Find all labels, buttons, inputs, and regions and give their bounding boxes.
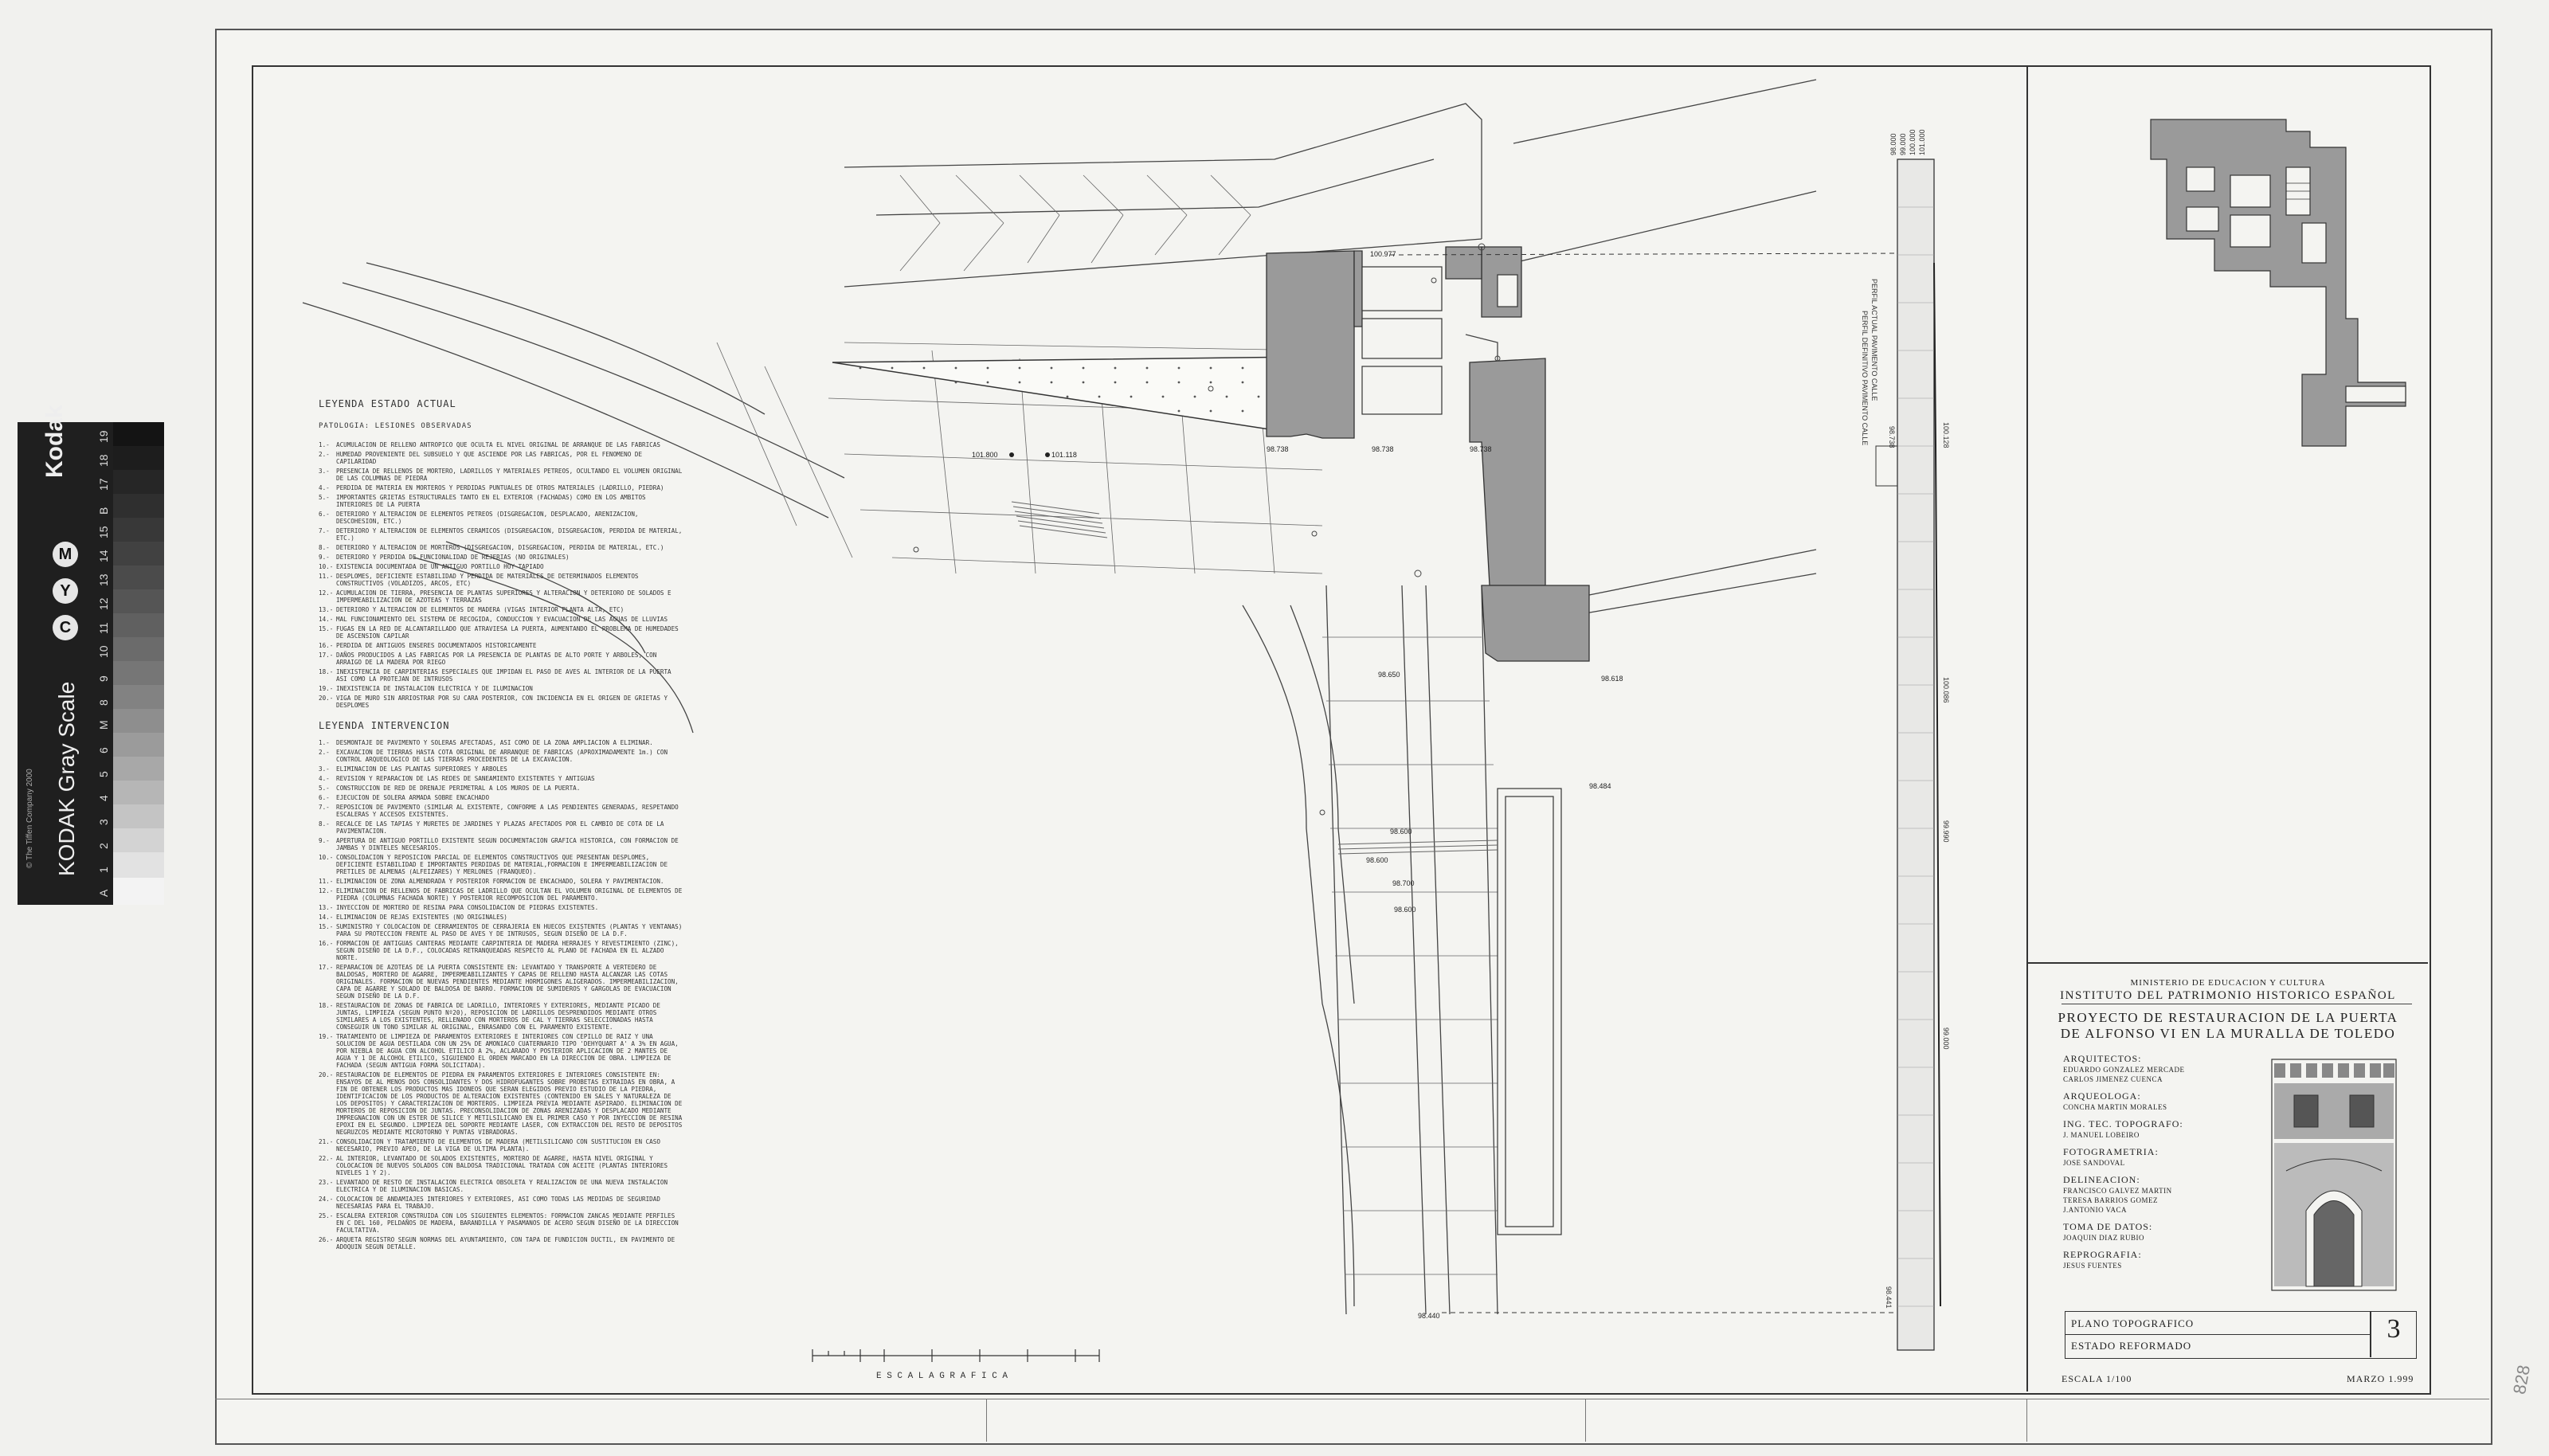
credit-role: DELINEACION: (2063, 1174, 2140, 1185)
profile-title-2: PERFIL DEFINITIVO PAVIMENTO CALLE (1861, 311, 1869, 446)
legend-item-number: 2.- (319, 749, 330, 756)
legend-item-number: 7.- (319, 804, 330, 811)
legend-item-text: ACUMULACION DE RELLENO ANTROPICO QUE OCULTA EL NIVEL ORIGINAL DE ARRANQUE DE LAS FABRICAS (336, 441, 660, 448)
elevation-label: 100.977 (1370, 250, 1396, 258)
legend-item-text: DAÑOS PRODUCIDOS A LAS FABRICAS POR LA PRESENCIA DE PLANTAS DE ALTO PORTE Y ARBOLES, CON ARRAIGO DE LA MADERA POR RIEGO (336, 652, 657, 666)
legend-item-text: CONSOLIDACION Y TRATAMIENTO DE ELEMENTOS DE MADERA (METILSILICANO CON SUSTITUCION EN CASO NECESARIO, PREVIO APEO, DE LA VIGA DE ULTIMA PLANTA). (336, 1138, 660, 1153)
legend-item-text: APERTURA DE ANTIGUO PORTILLO EXISTENTE SEGUN DOCUMENTACION GRAFICA HISTORICA, CON FORMACION DE JAMBAS Y DINTELES NECESARIOS. (336, 837, 679, 851)
legend-item-text: ARQUETA REGISTRO SEGUN NORMAS DEL AYUNTAMIENTO, CON TAPA DE FUNDICION DUCTIL, EN PAVIMENTO DE ADOQUIN SEGUN DETALLE. (336, 1236, 675, 1251)
gray-scale-step-number: 8 (97, 699, 110, 706)
legend-item-text: DESPLOMES, DEFICIENTE ESTABILIDAD Y PERDIDA DE MATERIALES DE DETERMINADOS ELEMENTOS CONSTRUCTIVOS (VOLADIZOS, ARCOS, ETC) (336, 573, 639, 587)
gray-scale-step-number: 14 (97, 550, 110, 562)
gray-scale-step-number: 18 (97, 454, 110, 467)
credit-entry (2063, 1249, 2262, 1270)
legend-title-intervention: LEYENDA INTERVENCION (319, 720, 450, 731)
patch-label-c: C (53, 615, 78, 640)
gray-scale-step-number: 6 (97, 747, 110, 753)
legend-item-text: INYECCION DE MORTERO DE RESINA PARA CONSOLIDACION DE PIEDRAS EXISTENTES. (336, 904, 599, 911)
street-edge (414, 558, 693, 733)
legend-item-number: 11.- (319, 573, 334, 580)
credit-entry (2063, 1174, 2262, 1215)
legend-item-text: MAL FUNCIONAMIENTO DEL SISTEMA DE RECOGIDA, CONDUCCION Y EVACUACION DE LAS AGUAS DE LLUVIAS (336, 616, 668, 623)
legend-item-text: IMPORTANTES GRIETAS ESTRUCTURALES TANTO EN EL EXTERIOR (FACHADAS) COMO EN LOS AMBITOS INTERIORES DE LA PUERTA (336, 494, 646, 508)
profile-mark: 100.086 (1942, 677, 1950, 703)
elevation-label: 98.484 (1589, 782, 1611, 790)
legend-subtitle: PATOLOGIA: LESIONES OBSERVADAS (319, 422, 472, 430)
profile-value: 101.000 (1918, 129, 1926, 155)
street-edge (1577, 550, 1816, 597)
profile-marker (1876, 446, 1897, 486)
plan-title-1: PLANO TOPOGRAFICO (2071, 1317, 2195, 1329)
legend-item-number: 2.- (319, 451, 330, 458)
elevation-label: 98.600 (1390, 828, 1412, 836)
legend-item-number: 16.- (319, 940, 334, 947)
legend-item-text: INEXISTENCIA DE CARPINTERIAS ESPECIALES QUE IMPIDAN EL PASO DE AVES AL INTERIOR DE LA PUERTA ASI COMO LA PROTEJAN DE INTRUSOS (336, 668, 672, 683)
gray-scale-step-number: 9 (97, 675, 110, 682)
credit-name: JESUS FUENTES (2063, 1262, 2122, 1270)
credit-name: J. MANUEL LOBEIRO (2063, 1131, 2140, 1139)
elevation-label: 98.600 (1366, 856, 1388, 864)
legend-item-text: PERDIDA DE MATERIA EN MORTEROS Y PERDIDAS PUNTUALES DE OTROS MATERIALES (LADRILLO, PIEDRA) (336, 484, 664, 491)
profile-value: 100.000 (1909, 129, 1917, 155)
elevation-label: 101.800 (972, 451, 998, 459)
legend-item-number: 8.- (319, 820, 330, 828)
elevation-label: 98.700 (1392, 879, 1415, 887)
street-edge (303, 303, 828, 518)
plan-title-2: ESTADO REFORMADO (2071, 1340, 2192, 1352)
legend-item-number: 23.- (319, 1179, 334, 1186)
plan-title-rule (2065, 1334, 2370, 1335)
gray-scale-step-number: B (97, 507, 110, 515)
credit-role: ARQUITECTOS: (2063, 1053, 2142, 1064)
legend-item-number: 11.- (319, 878, 334, 885)
elevation-label: 98.440 (1418, 1312, 1440, 1320)
legend-item-number: 6.- (319, 511, 330, 518)
scale-label: E S C A L A G R A F I C A (876, 1372, 1008, 1381)
legend-item-text: DETERIORO Y ALTERACION DE ELEMENTOS DE MADERA (VIGAS INTERIOR PLANTA ALTA, ETC) (336, 606, 625, 613)
legend-item-number: 17.- (319, 964, 334, 971)
street-edge (876, 159, 1434, 215)
street-edge (1426, 585, 1450, 1314)
street-edge (1585, 573, 1816, 613)
legend-item-number: 26.- (319, 1236, 334, 1243)
legend-item-text: TRATAMIENTO DE LIMPIEZA DE PARAMENTOS EXTERIORES E INTERIORES CON CEPILLO DE RAIZ Y UNA SOLUCION DE AGUA DESTILADA CON UN 25% DE AMONIACO CUATERNARIO TIPO 'DEHYQUART A' A 3% EN AGUA, POR NIEBLA DE AGUA CON ALCOHOL ETILICO A 2%, ACLARADO Y POSTERIOR APLICACION DE 2 MANTES DE AGUA Y 1 DE ALCOHOL ETILICO, SIGUIENDO EL ORDEN MARCADO EN LA DIRECCION DE OBRA. LIMPIEZA DE FACHADA (SEGUN ANTIGUA FORMA SOLICITADA). (336, 1033, 679, 1069)
gray-scale-step-number: 2 (97, 843, 110, 849)
gray-scale-copyright: © The Tiffen Company 2000 (25, 769, 34, 868)
legend-item-number: 18.- (319, 668, 334, 675)
key-plan (2151, 119, 2406, 446)
legend-item-number: 20.- (319, 1071, 334, 1078)
legend-item-number: 1.- (319, 441, 330, 448)
credit-role: ING. TEC. TOPOGRAFO: (2063, 1118, 2183, 1129)
legend-item-number: 12.- (319, 887, 334, 894)
street-edge (1402, 585, 1426, 1314)
legend-item-number: 13.- (319, 606, 334, 613)
street-edge (343, 283, 844, 478)
project-title-line2: DE ALFONSO VI EN LA MURALLA DE TOLEDO (2060, 1026, 2396, 1041)
legend-item-number: 17.- (319, 652, 334, 659)
legend-item-number: 10.- (319, 563, 334, 570)
gray-scale-title: KODAK Gray Scale (54, 681, 79, 876)
legend-item-text: REVISION Y REPARACION DE LAS REDES DE SANEAMIENTO EXISTENTES Y ANTIGUAS (336, 775, 595, 782)
gray-scale-step-number: 4 (97, 795, 110, 801)
elevation-label: 98.600 (1394, 906, 1416, 914)
legend-item-text: DESMONTAJE DE PAVIMENTO Y SOLERAS AFECTADAS, ASI COMO DE LA ZONA AMPLIACION A ELIMINAR. (336, 739, 653, 746)
legend-item-number: 9.- (319, 837, 330, 844)
elevation-label: 98.650 (1378, 671, 1400, 679)
legend-item-number: 4.- (319, 775, 330, 782)
legend-item-number: 18.- (319, 1002, 334, 1009)
legend-item-text: ELIMINACION DE REJAS EXISTENTES (NO ORIGINALES) (336, 914, 507, 921)
profile-strip (1897, 159, 1934, 1350)
legend-item-text: RESTAURACION DE ZONAS DE FABRICA DE LADRILLO, INTERIORES Y EXTERIORES, MEDIANTE PICADO DE JUNTAS, LIMPIEZA (SEGUN PUNTO Nº20), REPOSICION DE LADRILLOS DESPRENDIDOS MEDIANTE OTROS SIMILARES A LOS EXISTENTES, RELLENADO CON MORTEROS DE CAL Y TIERRAS SELECCIONADAS HASTA CONSEGUIR UN TONO SIMILAR AL ORIGINAL, ENRASANDO CON EL PARAMENTO EXISTENTE. (336, 1002, 660, 1031)
credit-role: TOMA DE DATOS: (2063, 1221, 2153, 1232)
legend-item-number: 25.- (319, 1212, 334, 1219)
stairs (1012, 502, 1498, 854)
credit-role: REPROGRAFIA: (2063, 1249, 2142, 1260)
gray-scale-step-number: 10 (97, 645, 110, 658)
gray-scale-step-number: 5 (97, 771, 110, 777)
legend-item-text: DETERIORO Y ALTERACION DE MORTEROS (DISGREGACION, DISGREGACION, PERDIDA DE MATERIAL, ETC.) (336, 544, 664, 551)
scale-text: ESCALA 1/100 (2062, 1373, 2132, 1384)
legend-item-text: EXISTENCIA DOCUMENTADA DE UN ANTIGUO PORTILLO HOY TAPIADO (336, 563, 544, 570)
elevation-label: 98.618 (1601, 675, 1623, 683)
elevation-label: 98.738 (1372, 445, 1394, 453)
gray-scale-step-number: M (97, 720, 110, 730)
profile-mark: 98.738 (1888, 426, 1896, 448)
elevation-marker (1045, 452, 1050, 457)
legend-item-text: SUMINISTRO Y COLOCACION DE CERRAMIENTOS DE CERRAJERIA EN HUECOS EXISTENTES (PLANTAS Y VENTANAS) PARA SU PROTECCION FRENTE AL PASO DE AVES Y DE INTRUSOS, SEGUN DISEÑO DE LA D.F. (336, 923, 683, 937)
gray-scale-step-number: 17 (97, 478, 110, 491)
legend-item-text: ELIMINACION DE LAS PLANTAS SUPERIORES Y ARBOLES (336, 765, 507, 773)
legend-item-text: REPARACION DE AZOTEAS DE LA PUERTA CONSISTENTE EN: LEVANTADO Y TRANSPORTE A VERTEDERO DE BALDOSAS, MORTERO DE AGARRE, IMPERMEABILIZANTES Y CAPAS DE RELLENO HASTA ALCANZAR LAS COTAS ORIGINALES. FORMACION DE NUEVAS PENDIENTES MEDIANTE HORMIGONES ALIGERADOS. IMPERMEABILIZACION, CAPA DE AGARRE Y SOLADO DE BALDOSA DE BARRO. FORMACION DE SUMIDEROS Y GARGOLAS DE EVACUACION SEGUN DISEÑO DE LA D.F. (336, 964, 679, 1000)
legend-item-number: 24.- (319, 1196, 334, 1203)
street-edge (1513, 80, 1816, 143)
legend-item-text: CONSOLIDACION Y REPOSICION PARCIAL DE ELEMENTOS CONSTRUCTIVOS QUE PRESENTAN DESPLOMES, DEFICIENTE ESTABILIDAD E IMPORTANTES PERDIDAS DE MATERIAL,FORMACION E IMPERMEABILIZACION DE PRETILES DE ALMENAS (ALFEIZARES) Y MERLONES (FRANQUEO). (336, 854, 668, 875)
legend-item-number: 12.- (319, 589, 334, 597)
profile-mark: 100.128 (1942, 422, 1950, 448)
gray-scale-step-number: 13 (97, 573, 110, 586)
legend-item-text: DETERIORO Y ALTERACION DE ELEMENTOS CERAMICOS (DISGREGACION, DISGREGACION, PERDIDA DE MATERIAL, ETC.) (336, 527, 683, 542)
street-edge (1513, 191, 1816, 263)
legend-item-text: CONSTRUCCION DE RED DE DRENAJE PERIMETRAL A LOS MUROS DE LA PUERTA. (336, 785, 581, 792)
legend-item-number: 22.- (319, 1155, 334, 1162)
legend-item-number: 19.- (319, 1033, 334, 1040)
street-edge (1290, 605, 1354, 1004)
street-edge (366, 263, 765, 414)
project-title (2028, 1010, 2428, 1042)
profile-value: 99.000 (1899, 133, 1907, 155)
legend-item-text: HUMEDAD PROVENIENTE DEL SUBSUELO Y QUE ASCIENDE POR LAS FABRICAS, POR EL FENOMENO DE CAPILARIDAD (336, 451, 643, 465)
street-edge (1482, 585, 1498, 1314)
legend-item-text: ELIMINACION DE RELLENOS DE FABRICAS DE LADRILLO QUE OCULTAN EL VOLUMEN ORIGINAL DE ELEMENTOS DE PIEDRA (COLUMNAS FACHADA NORTE) Y POSTERIOR RECOMPOSICION DEL PARAMENTO. (336, 887, 683, 902)
legend-item-number: 4.- (319, 484, 330, 491)
legend-item-number: 5.- (319, 494, 330, 501)
credits-list (2063, 1053, 2262, 1277)
street-edge (1326, 585, 1346, 1314)
institute-label: INSTITUTO DEL PATRIMONIO HISTORICO ESPAÑOL (2060, 989, 2396, 1002)
legend-item-text: PRESENCIA DE RELLENOS DE MORTERO, LADRILLOS Y MATERIALES PETREOS, OCULTANDO EL VOLUMEN ORIGINAL DE LAS COLUMNAS DE PIEDRA (336, 468, 683, 482)
gray-scale-step-number: 11 (97, 622, 110, 634)
legend-item-text: DETERIORO Y ALTERACION DE ELEMENTOS PETREOS (DISGREGACION, DESPLACADO, ARENIZACION, DESCOHESION, ETC.) (336, 511, 639, 525)
credit-entry (2063, 1221, 2262, 1243)
legend-item-text: ELIMINACION DE ZONA ALMENDRADA Y POSTERIOR FORMACION DE ENCACHADO, SOLERA Y PAVIMENTACION. (336, 878, 664, 885)
credit-entry (2063, 1090, 2262, 1112)
legend-item-text: AL INTERIOR, LEVANTADO DE SOLADOS EXISTENTES, MORTERO DE AGARRE, HASTA NIVEL ORIGINAL Y COLOCACION DE NUEVOS SOLADOS CON BALDOSA TRADICIONAL TRATADA CON ACEITE (PLANTAS INTERIORES NIVELES 1 Y 2). (336, 1155, 668, 1176)
legend-item-number: 15.- (319, 625, 334, 632)
legend-item-number: 15.- (319, 923, 334, 930)
legend-item-text: ESCALERA EXTERIOR CONSTRUIDA CON LOS SIGUIENTES ELEMENTOS: FORMACION ZANCAS MEDIANTE PERFILES EN C DEL 160, PELDAÑOS DE MADERA, BARANDILLA Y PASAMANOS DE ACERO SEGUN DISEÑO DE LA DIRECCION FACULTATIVA. (336, 1212, 679, 1234)
legend-item-text: FUGAS EN LA RED DE ALCANTARILLADO QUE ATRAVIESA LA PUERTA, AUMENTANDO EL PROBLEMA DE HUMEDADES DE ASCENSION CAPILAR (336, 625, 679, 640)
legend-item-number: 1.- (319, 739, 330, 746)
legend-item-number: 10.- (319, 854, 334, 861)
credit-entry (2063, 1118, 2262, 1140)
credit-name: CONCHA MARTIN MORALES (2063, 1103, 2167, 1111)
legend-item-number: 19.- (319, 685, 334, 692)
corner-note: 828 (2509, 1363, 2534, 1396)
legend-item-number: 3.- (319, 468, 330, 475)
legend-item-text: ACUMULACION DE TIERRA, PRESENCIA DE PLANTAS SUPERIORES Y ALTERACION Y DETERIORO DE SOLADOS E IMPERMEABILIZACION DE AZOTEAS Y TERRAZAS (336, 589, 672, 604)
legend-item-text: EXCAVACION DE TIERRAS HASTA COTA ORIGINAL DE ARRANQUE DE FABRICAS (APROXIMADAMENTE 1m.) CON CONTROL ARQUEOLOGICO DE LAS TIERRAS PROCEDENTES DE LA EXCAVACION. (336, 749, 668, 763)
legend-item-number: 14.- (319, 914, 334, 921)
legend-item-text: FORMACION DE ANTIGUAS CANTERAS MEDIANTE CARPINTERIA DE MADERA HERRAJES Y REVESTIMIENTO (ZINC), SEGUN DISEÑO DE LA D.F., COLOCADAS RETRANQUEADAS RESPECTO AL PLANO DE FACHADA EN EL ALZADO NORTE. (336, 940, 679, 961)
legend-item-text: COLOCACION DE ANDAMIAJES INTERIORES Y EXTERIORES, ASI COMO TODAS LAS MEDIDAS DE SEGURIDAD NECESARIAS PARA EL TRABAJO. (336, 1196, 660, 1210)
gray-scale-step-number: 19 (97, 430, 110, 443)
legend-item-text: INEXISTENCIA DE INSTALACION ELECTRICA Y DE ILUMINACION (336, 685, 533, 692)
legend-item-text: LEVANTADO DE RESTO DE INSTALACION ELECTRICA OBSOLETA Y REALIZACION DE UNA NUEVA INSTALACION ELECTRICA Y DE ILUMINACION BASICAS. (336, 1179, 668, 1193)
gray-scale-step-number: 1 (97, 867, 110, 873)
gray-scale-step-number: 12 (97, 597, 110, 610)
dashed-lines (1390, 253, 1904, 1313)
credit-name: TERESA BARRIOS GOMEZ (2063, 1196, 2159, 1204)
legend-item-text: VIGA DE MURO SIN ARRIOSTRAR POR SU CARA POSTERIOR, CON INCIDENCIA EN EL ORIGEN DE GRIETAS Y DESPLOMES (336, 695, 668, 709)
legend-item-text: PERDIDA DE ANTIGUOS ENSERES DOCUMENTADOS HISTORICAMENTE (336, 642, 537, 649)
planting-area (832, 357, 1306, 430)
legend-item-number: 7.- (319, 527, 330, 534)
credit-role: FOTOGRAMETRIA: (2063, 1146, 2159, 1157)
patch-label-y: Y (53, 578, 78, 604)
street-edge (844, 104, 1482, 239)
legend-item-number: 16.- (319, 642, 334, 649)
legend-item-text: RESTAURACION DE ELEMENTOS DE PIEDRA EN PARAMENTOS EXTERIORES E INTERIORES CONSISTENTE EN: ENSAYOS DE AL MENOS DOS CONSOLIDANTES Y DOS HIDROFUGANTES SOBRE PROBETAS EXTRAIDAS EN OBRA, A FIN DE OBTENER LOS PRODUCTOS MAS IDONEOS QUE SERAN ELEGIDOS PREVIO ESTUDIO DE LA PIEDRA, IDENTIFICACION DE LOS PRODUCTOS DE ALTERACION EXISTENTES (CONTENIDO EN SALES Y NATURALEZA DE LOS DEPOSITOS) Y CARACTERIZACION DE MORTEROS. LIMPIEZA PREVIA MEDIANTE ASPIRADO. ELIMINACION DE MORTEROS DE REPOSICION DE JUNTAS. PRECONSOLIDACION DE ZONAS ARENIZADAS Y DESPLACADO MEDIANTE IMPREGNACION CON UN ESTER DE SILICE Y METILSILICANO EN EL PRIMER CASO Y POR INYECCION DE RESINA EPOXI EN EL SEGUNDO. LIMPIEZA DEL SOPORTE MEDIANTE LASER, CON EXTRACCION DEL RESTO DE DEPOSITOS NEGRUZCOS MEDIANTE MICROTORNO Y PUNTAS VIBRADORAS. (336, 1071, 683, 1136)
credit-name: J.ANTONIO VACA (2063, 1206, 2128, 1214)
date-text: MARZO 1.999 (2347, 1373, 2414, 1384)
legend-item-text: RECALCE DE LAS TAPIAS Y MURETES DE JARDINES Y PLAZAS AFECTADOS POR EL CAMBIO DE COTA DE LA PAVIMENTACION. (336, 820, 664, 835)
plan-number: 3 (2387, 1314, 2401, 1344)
elevation-label: 98.738 (1267, 445, 1289, 453)
project-title-line1: PROYECTO DE RESTAURACION DE LA PUERTA (2058, 1010, 2398, 1025)
credit-entry (2063, 1146, 2262, 1168)
graphic-scale (812, 1349, 1099, 1362)
gray-scale-step-number: 3 (97, 819, 110, 825)
legend-title: LEYENDA ESTADO ACTUAL (319, 398, 456, 409)
elevation-label: 101.118 (1051, 451, 1077, 459)
patch-label-m: M (53, 542, 78, 567)
legend-item-number: 5.- (319, 785, 330, 792)
legend-item-number: 8.- (319, 544, 330, 551)
profile-mark: 98.441 (1885, 1286, 1893, 1309)
legend-item-number: 14.- (319, 616, 334, 623)
profile-mark: 99.990 (1942, 820, 1950, 843)
profile-line (1934, 263, 1940, 1306)
credit-role: ARQUEOLOGA: (2063, 1090, 2141, 1102)
profile-title: PERFIL ACTUAL PAVIMENTO CALLE (1870, 279, 1878, 401)
legend-item-text: EJECUCION DE SOLERA ARMADA SOBRE ENCACHADO (336, 794, 490, 801)
legend-item-number: 9.- (319, 554, 330, 561)
credit-name: JOSE SANDOVAL (2063, 1159, 2125, 1167)
kodak-brand: Kodak (41, 405, 68, 478)
legend-item-number: 6.- (319, 794, 330, 801)
elevation-marker (1009, 452, 1014, 457)
elevation-label: 98.738 (1470, 445, 1492, 453)
street-lines (303, 80, 1816, 1314)
gray-scale-step-number: A (97, 889, 110, 897)
legend-item-number: 20.- (319, 695, 334, 702)
plan-title-divider (2370, 1311, 2371, 1357)
profile-mark: 99.000 (1942, 1027, 1950, 1050)
profile-value: 98.000 (1889, 133, 1897, 155)
gray-scale-step-number: 15 (97, 526, 110, 538)
credit-entry (2063, 1053, 2262, 1084)
legend-item-text: REPOSICION DE PAVIMENTO (SIMILAR AL EXISTENTE, CONFORME A LAS PENDIENTES GENERADAS, RESPETANDO ESCALERAS Y ACCESOS EXISTENTES. (336, 804, 679, 818)
credit-name: CARLOS JIMENEZ CUENCA (2063, 1075, 2163, 1083)
credit-name: FRANCISCO GALVEZ MARTIN (2063, 1187, 2172, 1195)
ministry-label: MINISTERIO DE EDUCACION Y CULTURA (2130, 978, 2326, 988)
credit-name: EDUARDO GONZALEZ MERCADE (2063, 1066, 2185, 1074)
legend-item-number: 13.- (319, 904, 334, 911)
legend-item-number: 3.- (319, 765, 330, 773)
legend-item-text: DETERIORO Y PERDIDA DE FUNCIONALIDAD DE REJERIAS (NO ORIGINALES) (336, 554, 570, 561)
right-corridor (1498, 789, 1561, 1235)
credit-name: JOAQUIN DIAZ RUBIO (2063, 1234, 2144, 1242)
legend-item-number: 21.- (319, 1138, 334, 1145)
